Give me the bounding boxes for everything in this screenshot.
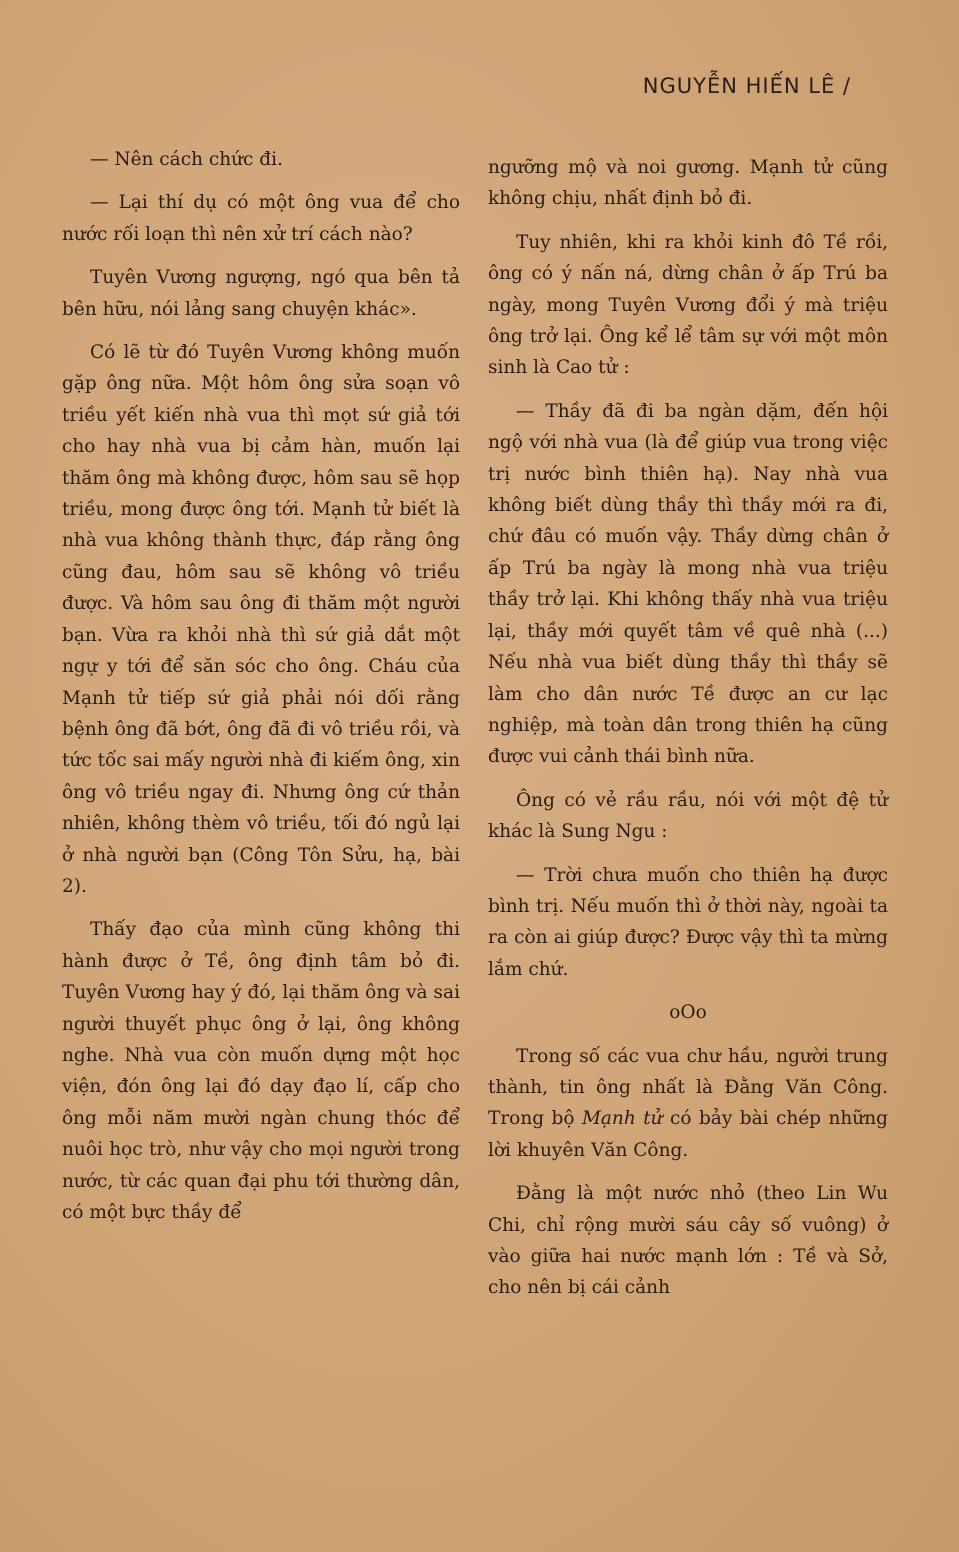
section-separator: oOo	[669, 1002, 707, 1024]
paragraph: — Thầy đã đi ba ngàn dặm, đến hội ngộ với nhà vua (là để giúp vua trong việc trị nước bình thiên hạ). Nay nhà vua không biết dùng thầy thì thầy mới ra đi, chứ đâu có muốn vậy. Thầy dừng chân ở ấp Trú ba ngày là mong nhà vua triệu thầy trở lại. Khi không thấy nhà vua triệu lại, thầy mới quyết tâm về quê nhà (...) Nếu nhà vua biết dùng thầy thì thầy sẽ làm cho dân nước Tề được an cư lạc nghiệp, mà toàn dân trong thiên hạ cũng được vui cảnh thái bình nữa.	[488, 400, 888, 768]
left-column	[62, 144, 460, 1240]
right-column	[488, 152, 888, 1316]
paragraph: Tuy nhiên, khi ra khỏi kinh đô Tề rồi, ông có ý nấn ná, dừng chân ở ấp Trú ba ngày, mong Tuyên Vương đổi ý mà triệu ông trở lại. Ông kể lể tâm sự với một môn sinh là Cao tử :	[488, 231, 888, 379]
paragraph: Ông có vẻ rầu rầu, nói với một đệ tử khác là Sung Ngu :	[488, 789, 888, 843]
text-run: có bảy bài chép những lời khuyên Văn Công.	[488, 1108, 888, 1161]
paragraph: — Trời chưa muốn cho thiên hạ được bình trị. Nếu muốn thì ở thời này, ngoài ta ra còn ai giúp được? Được vậy thì ta mừng lắm chứ.	[488, 864, 888, 980]
page-header: NGUYỄN HIẾN LÊ /	[642, 74, 851, 98]
text-run: Trong số các vua chư hầu, người trung thành, tin ông nhất là Đằng Văn Công. Trong bộ	[488, 1045, 888, 1130]
paragraph	[488, 1041, 888, 1167]
paragraph: ngưỡng mộ và noi gương. Mạnh tử cũng không chịu, nhất định bỏ đi.	[488, 157, 888, 210]
book-title: Mạnh tử	[581, 1108, 663, 1130]
paragraph: Thấy đạo của mình cũng không thi hành được ở Tề, ông định tâm bỏ đi. Tuyên Vương hay ý đó, lại thăm ông và sai người thuyết phục ông ở lại, ông không nghe. Nhà vua còn muốn dựng một học viện, đón ông lại đó dạy đạo lí, cấp cho ông mỗi năm mười ngàn chung thóc để nuôi học trò, như vậy cho mọi người trong nước, từ các quan đại phu tới thường dân, có một bực thầy để	[62, 919, 460, 1223]
paragraph: Đằng là một nước nhỏ (theo Lin Wu Chi, chỉ rộng mười sáu cây số vuông) ở vào giữa hai nước mạnh lớn : Tề và Sở, cho nên bị cái cảnh	[488, 1183, 888, 1299]
paragraph: Có lẽ từ đó Tuyên Vương không muốn gặp ông nữa. Một hôm ông sửa soạn vô triều yết kiến nhà vua thì mọt sứ giả tới cho hay nhà vua bị cảm hàn, muốn lại thăm ông mà không được, hôm sau sẽ họp triều, mong được ông tới. Mạnh tử biết là nhà vua không thành thực, đáp rằng ông cũng đau, hôm sau sẽ không vô triều được. Và hôm sau ông đi thăm một người bạn. Vừa ra khỏi nhà thì sứ giả dắt một ngự y tới để săn sóc cho ông. Cháu của Mạnh tử tiếp sứ giả phải nói dối rằng bệnh ông đã bớt, ông đã đi vô triều rồi, và tức tốc sai mấy người nhà đi kiếm ông, xin ông vô triều ngay đi. Nhưng ông cứ thản nhiên, không thèm vô triều, tối đó ngủ lại ở nhà người bạn (Công Tôn Sửu, hạ, bài 2).	[62, 342, 460, 897]
paragraph: — Nên cách chức đi.	[90, 149, 283, 170]
paragraph: Tuyên Vương ngượng, ngó qua bên tả bên hữu, nói lảng sang chuyện khác».	[62, 267, 460, 320]
paragraph: — Lại thí dụ có một ông vua để cho nước rối loạn thì nên xử trí cách nào?	[62, 192, 460, 245]
